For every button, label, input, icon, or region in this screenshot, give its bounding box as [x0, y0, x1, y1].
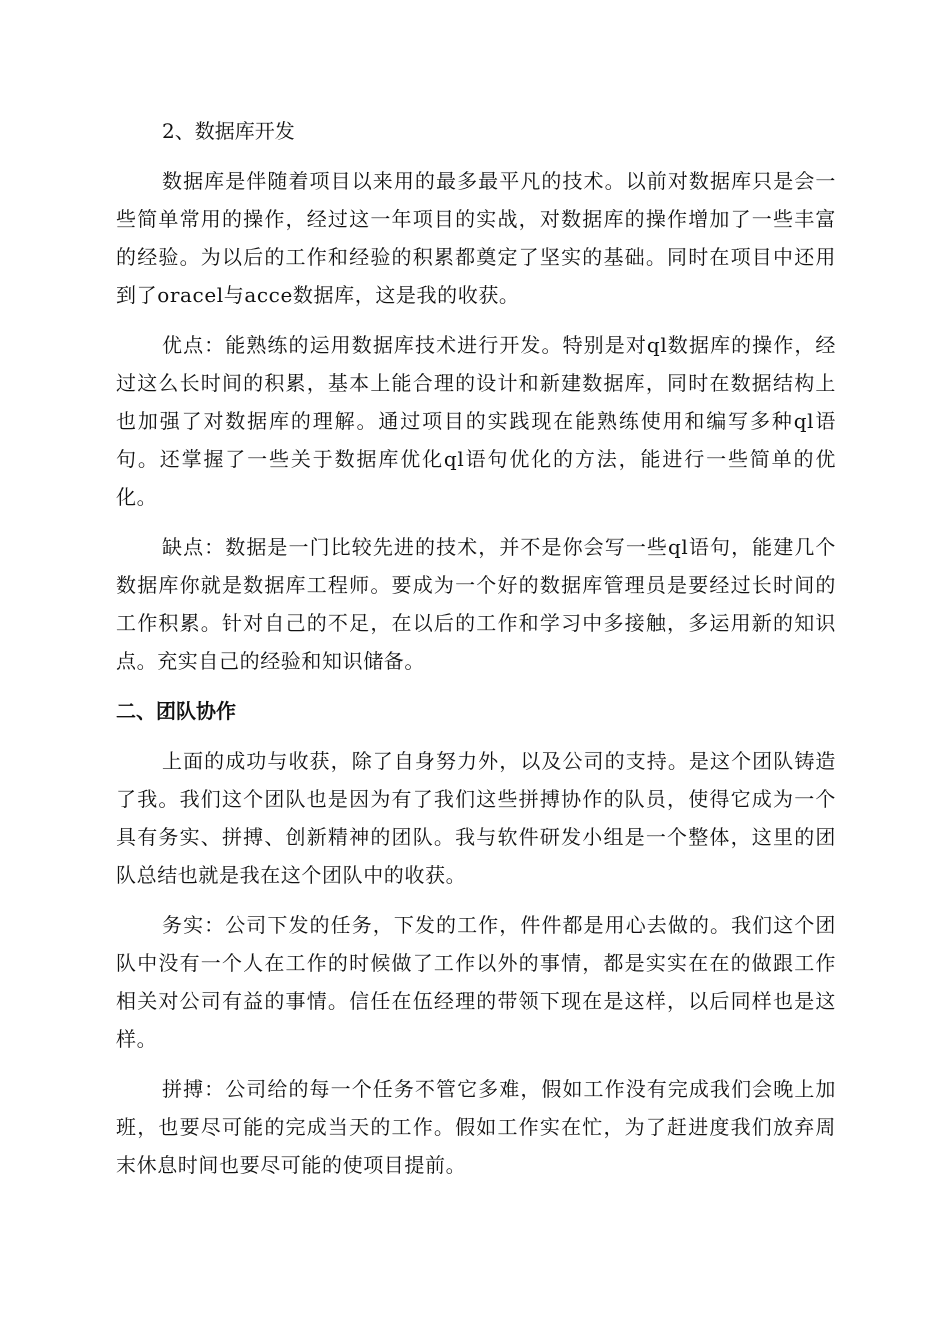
section-title: 二、团队协作: [116, 699, 236, 723]
paragraph-team-intro: 上面的成功与收获，除了自身努力外，以及公司的支持。是这个团队铸造了我。我们这个团队也是因为有了我们这些拼搏协作的队员，使得它成为一个具有务实、拼搏、创新精神的团队。我与软件研发小组是一个整体，这里的团队总结也就是我在这个团队中的收获。: [116, 749, 836, 887]
paragraph-hardworking: 拼搏：公司给的每一个任务不管它多难，假如工作没有完成我们会晚上加班，也要尽可能的完成当天的工作。假如工作实在忙，为了赶进度我们放弃周末休息时间也要尽可能的使项目提前。: [116, 1077, 836, 1177]
paragraph-pragmatic: 务实：公司下发的任务，下发的工作，件件都是用心去做的。我们这个团队中没有一个人在工作的时候做了工作以外的事情，都是实实在在的做跟工作相关对公司有益的事情。信任在伍经理的带领下现在是这样，以后同样也是这样。: [116, 913, 836, 1051]
paragraph-strengths: 优点：能熟练的运用数据库技术进行开发。特别是对ql数据库的操作，经过这么长时间的积累，基本上能合理的设计和新建数据库，同时在数据结构上也加强了对数据库的理解。通过项目的实践现在能熟练使用和编写多种ql语句。还掌握了一些关于数据库优化ql语句优化的方法，能进行一些简单的优化。: [116, 333, 836, 509]
subsection-title: 2、数据库开发: [162, 119, 295, 143]
document-body: [116, 112, 836, 1196]
paragraph-weaknesses: 缺点：数据是一门比较先进的技术，并不是你会写一些ql语句，能建几个数据库你就是数据库工程师。要成为一个好的数据库管理员是要经过长时间的工作积累。针对自己的不足，在以后的工作和学习中多接触，多运用新的知识点。充实自己的经验和知识储备。: [116, 535, 836, 673]
paragraph-database-intro: 数据库是伴随着项目以来用的最多最平凡的技术。以前对数据库只是会一些简单常用的操作，经过这一年项目的实战，对数据库的操作增加了一些丰富的经验。为以后的工作和经验的积累都奠定了坚实的基础。同时在项目中还用到了oracel与acce数据库，这是我的收获。: [116, 169, 836, 307]
